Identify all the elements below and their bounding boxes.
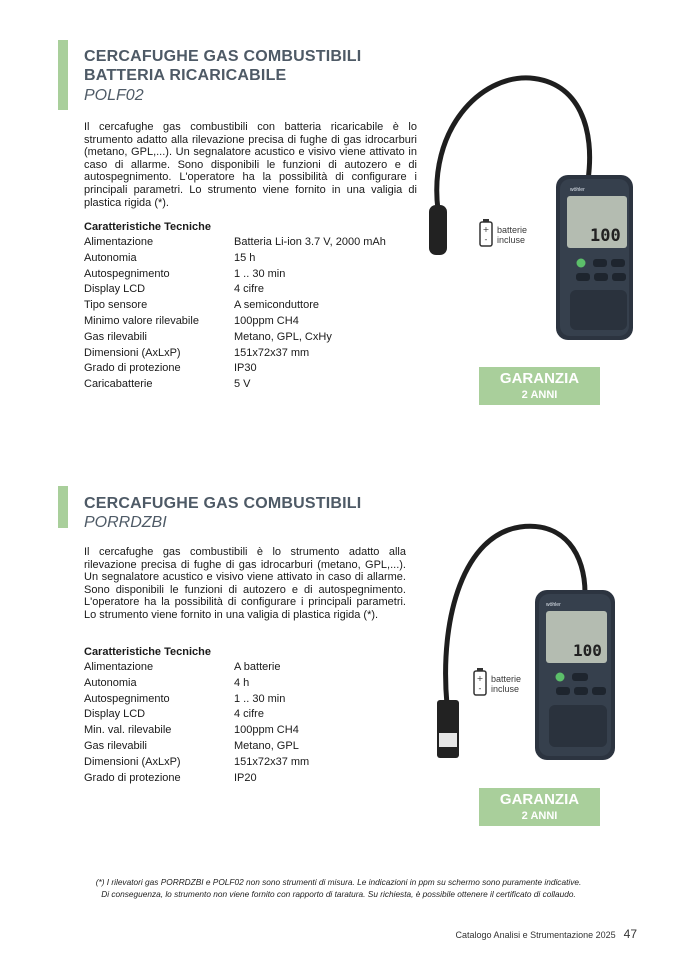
display-reading: 100 — [573, 641, 602, 660]
spec-row: Alimentazione A batterie — [84, 661, 281, 673]
gas-detector-image — [420, 70, 640, 350]
specs-table — [84, 235, 386, 393]
footnote — [0, 876, 677, 900]
spec-row: Autonomia 15 h — [84, 251, 256, 264]
power-button — [577, 259, 586, 268]
svg-text:-: - — [484, 235, 488, 244]
spec-row: Grado di protezione IP30 — [84, 362, 257, 375]
spec-row: Gas rilevabili Metano, GPL — [84, 739, 299, 752]
specs-heading: Caratteristiche Tecniche — [84, 221, 211, 233]
svg-text:+: + — [476, 674, 484, 683]
page-footer — [456, 927, 637, 941]
batteries-included — [479, 219, 559, 255]
device-brand: wöhler — [570, 187, 585, 193]
spec-row: Alimentazione Batteria Li-ion 3.7 V, 2000 mAh — [84, 236, 386, 248]
spec-row: Minimo valore rilevabile 100ppm CH4 — [84, 314, 299, 327]
spec-row: Autospegnimento 1 .. 30 min — [84, 692, 286, 705]
spec-row: Dimensioni (AxLxP) 151x72x37 mm — [84, 346, 310, 359]
product-title-line2: BATTERIA RICARICABILE — [84, 67, 287, 84]
footnote-line2: Di conseguenza, lo strumento non viene fornito con rapporto di taratura. Su richiesta, è possibile ottenere il certificato di collaudo. — [101, 889, 576, 899]
battery-label-line1: batterie — [491, 674, 522, 684]
specs-table — [84, 660, 309, 786]
spec-row: Gas rilevabili Metano, GPL, CxHy — [84, 330, 332, 343]
spec-row: Min. val. rilevabile 100ppm CH4 — [84, 724, 299, 737]
warranty-badge — [479, 788, 600, 826]
battery-icon — [479, 219, 493, 247]
batteries-included — [473, 668, 553, 704]
spec-row: Autospegnimento 1 .. 30 min — [84, 267, 286, 280]
spec-row: Display LCD 4 cifre — [84, 283, 264, 296]
warranty-duration: 2 ANNI — [521, 810, 558, 822]
spec-row: Caricabatterie 5 V — [84, 378, 251, 391]
warranty-label: GARANZIA — [499, 370, 580, 387]
battery-label-line2: incluse — [497, 235, 526, 245]
power-button — [556, 673, 565, 682]
probe-tip — [437, 700, 459, 758]
product-title-line1: CERCAFUGHE GAS COMBUSTIBILI — [84, 48, 362, 65]
battery-icon — [473, 668, 487, 696]
footnote-line1: (*) I rilevatori gas PORRDZBI e POLF02 non sono strumenti di misura. Le indicazioni in ppm su schermo sono puramente indicative. — [95, 877, 582, 887]
product-description: Il cercafughe gas combustibili con batteria ricaricabile è lo strumento adatto alla rilevazione precisa di fughe di gas idrocarburi (metano, GPL,...). Un segnalatore acustico e visivo viene attivato in caso di allarme. Sono disponibili le funzioni di autozero e di autospegnimento. L'operatore ha la possibilità di configurare i principali parametri. Lo strumento viene fornito in una valigia di plastica rigida (*). — [84, 121, 417, 209]
page-number: 47 — [623, 927, 637, 941]
battery-label-line1: batterie — [497, 225, 528, 235]
accent-bar — [58, 486, 68, 528]
spec-row: Autonomia 4 h — [84, 676, 250, 689]
svg-text:-: - — [478, 684, 482, 693]
probe-tip — [429, 205, 447, 255]
spec-row: Grado di protezione IP20 — [84, 771, 257, 784]
spec-row: Tipo sensore A semiconduttore — [84, 299, 319, 312]
accent-bar — [58, 40, 68, 110]
spec-row: Dimensioni (AxLxP) 151x72x37 mm — [84, 755, 310, 768]
product-title-line1: CERCAFUGHE GAS COMBUSTIBILI — [84, 495, 362, 512]
product-model: POLF02 — [84, 87, 144, 104]
warranty-duration: 2 ANNI — [521, 389, 558, 401]
specs-heading: Caratteristiche Tecniche — [84, 646, 211, 658]
catalog-title: Catalogo Analisi e Strumentazione 2025 — [455, 930, 616, 940]
spec-row: Display LCD 4 cifre — [84, 708, 264, 721]
warranty-label: GARANZIA — [499, 791, 580, 808]
product-description: Il cercafughe gas combustibili è lo strumento adatto alla rilevazione precisa di fughe di gas idrocarburi (metano, GPL,...). Un segnalatore acustico e visivo viene attivato in caso di allarme. Sono disponibili le funzioni di autozero e di autospegnimento. L'operatore ha la possibilità di configurare i principali parametri. Lo strumento viene fornito in una valigia di plastica rigida (*). — [84, 546, 406, 621]
device-brand: wöhler — [546, 602, 561, 608]
display-reading: 100 — [590, 226, 621, 246]
svg-text:+: + — [482, 225, 490, 234]
battery-label-line2: incluse — [491, 684, 520, 694]
product-model: PORRDZBI — [84, 514, 167, 531]
gas-detector-image — [425, 515, 635, 770]
warranty-badge — [479, 367, 600, 405]
